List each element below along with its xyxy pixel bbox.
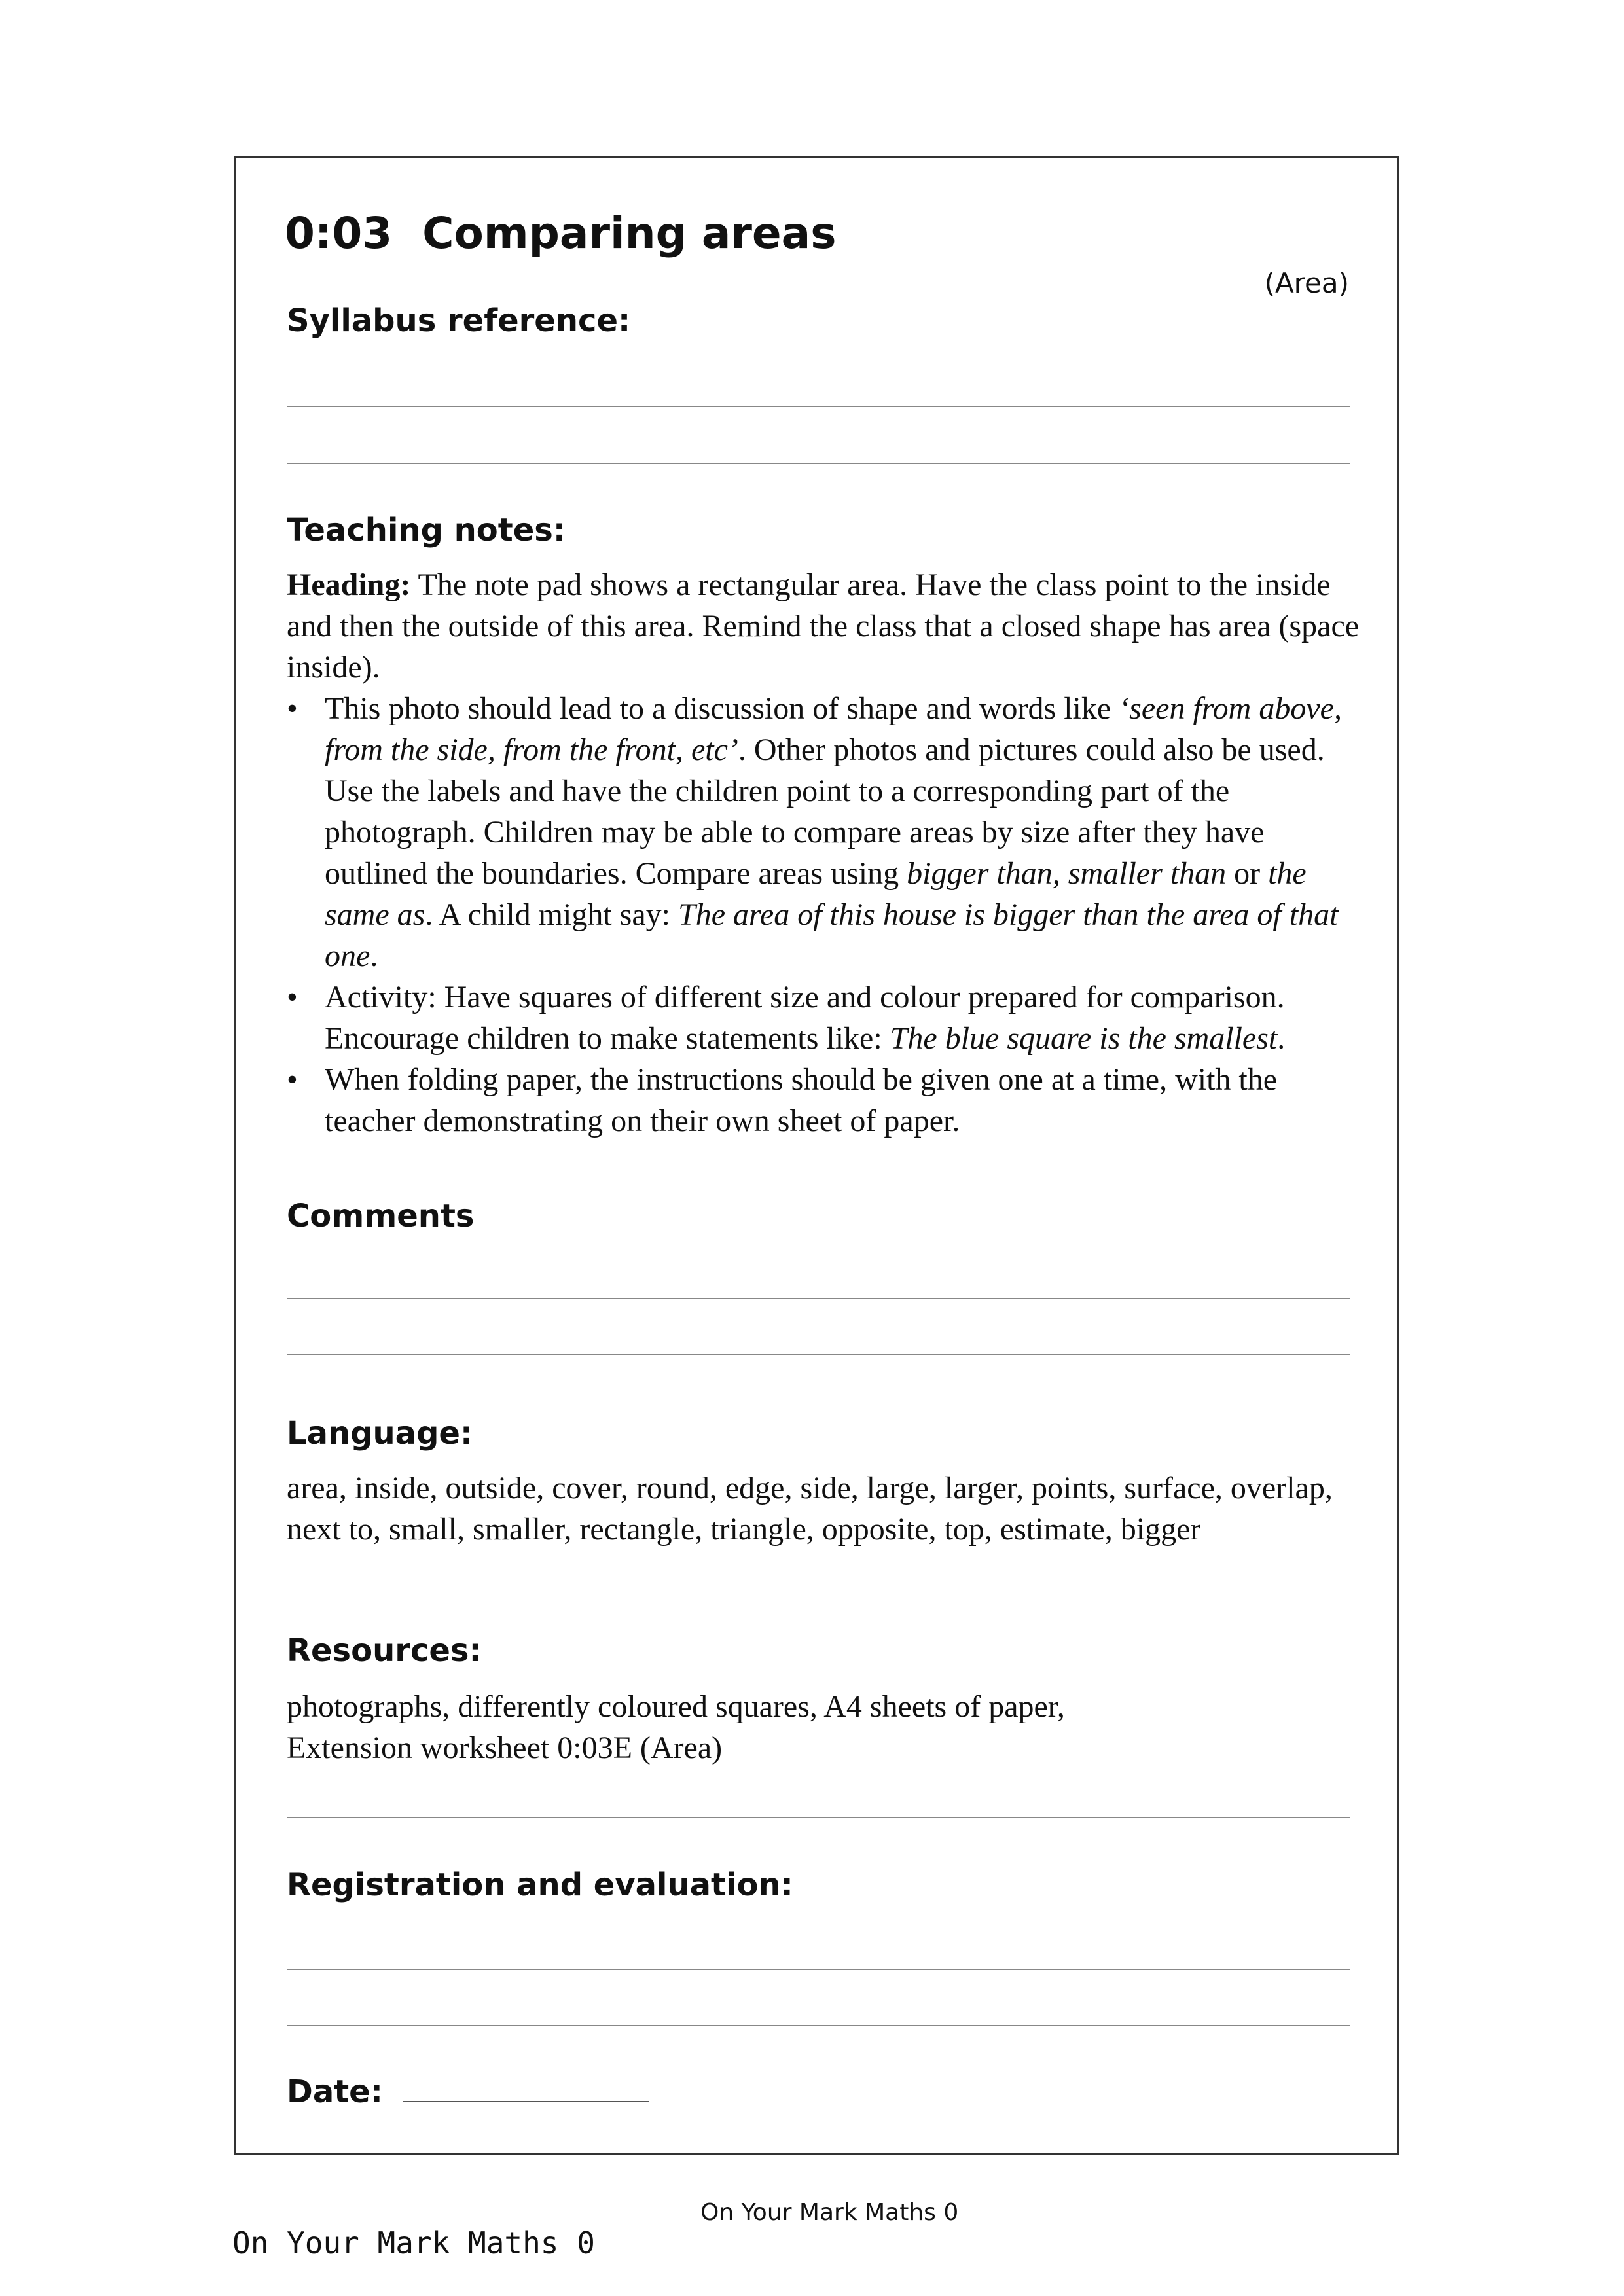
teaching-notes-heading: Teaching notes: xyxy=(287,512,566,548)
resources-line xyxy=(287,1817,1350,1818)
intro-text: The note pad shows a rectangular area. Have the class point to the inside and then the outside of this area. Remind the class that a closed shape has area (space inside). xyxy=(287,567,1360,685)
text-run: or xyxy=(1226,856,1269,891)
italic-run: ‘seen from above, from the side, from the front, etc’ xyxy=(325,691,1342,767)
language-text xyxy=(287,1467,1360,1550)
list-item xyxy=(287,1059,1360,1141)
page-frame xyxy=(234,156,1399,2155)
resources-line-1: photographs, differently coloured squares, A4 sheets of paper, xyxy=(287,1689,1065,1724)
language-heading: Language: xyxy=(287,1415,473,1452)
date-field-line xyxy=(403,2101,649,2102)
resources-line-2: Extension worksheet 0:03E (Area) xyxy=(287,1731,723,1765)
list-item xyxy=(287,977,1360,1059)
language-paragraph: area, inside, outside, cover, round, edge, side, large, larger, points, surface, overlap, next to, small, smaller, rectangle, triangle, opposite, top, estimate, bigger xyxy=(287,1471,1333,1547)
date-label: Date: xyxy=(287,2073,383,2110)
text-run: . xyxy=(1277,1021,1286,1056)
lesson-category: (Area) xyxy=(1264,267,1349,299)
italic-run: The blue square is the smallest xyxy=(890,1021,1278,1056)
comments-line-1 xyxy=(287,1298,1350,1299)
registration-line-2 xyxy=(287,2025,1350,2026)
bullet-icon: • xyxy=(287,1062,298,1097)
registration-line-1 xyxy=(287,1969,1350,1970)
bullet-icon: • xyxy=(287,691,298,726)
resources-heading: Resources: xyxy=(287,1632,482,1669)
text-run: . Other photos and pictures could also be used. Use the labels and have the children point to a corresponding part of the photograph. Children may be able to compare areas by size after they have outlined the boundaries. Compare areas using xyxy=(325,732,1325,891)
teaching-notes-intro xyxy=(287,564,1360,688)
list-item xyxy=(287,688,1360,977)
text-run: When folding paper, the instructions should be given one at a time, with the teacher demonstrating on their own sheet of paper. xyxy=(325,1062,1278,1138)
text-run: Activity: Have squares of different size and colour prepared for comparison. Encourage children to make statements like: xyxy=(325,980,1285,1056)
resources-text xyxy=(287,1686,1360,1768)
syllabus-heading: Syllabus reference: xyxy=(287,302,631,339)
comments-line-2 xyxy=(287,1354,1350,1355)
lesson-title: 0:03 Comparing areas xyxy=(285,208,837,259)
teaching-notes-list xyxy=(287,688,1360,1141)
syllabus-line-2 xyxy=(287,463,1350,464)
series-footer: On Your Mark Maths 0 xyxy=(232,2225,595,2261)
text-run: . A child might say: xyxy=(425,897,678,932)
syllabus-line-1 xyxy=(287,406,1350,407)
registration-heading: Registration and evaluation: xyxy=(287,1867,793,1903)
comments-heading: Comments xyxy=(287,1198,475,1234)
text-run: . xyxy=(370,939,378,973)
bullet-icon: • xyxy=(287,980,298,1014)
italic-run: the same as xyxy=(325,856,1307,932)
text-run: This photo should lead to a discussion of shape and words like xyxy=(325,691,1119,726)
italic-run: bigger than, smaller than xyxy=(907,856,1227,891)
italic-run: The area of this house is bigger than the area of that one xyxy=(325,897,1339,973)
page-footer: On Your Mark Maths 0 xyxy=(700,2199,959,2226)
teaching-notes-body xyxy=(287,564,1360,1141)
intro-label: Heading: xyxy=(287,567,411,602)
